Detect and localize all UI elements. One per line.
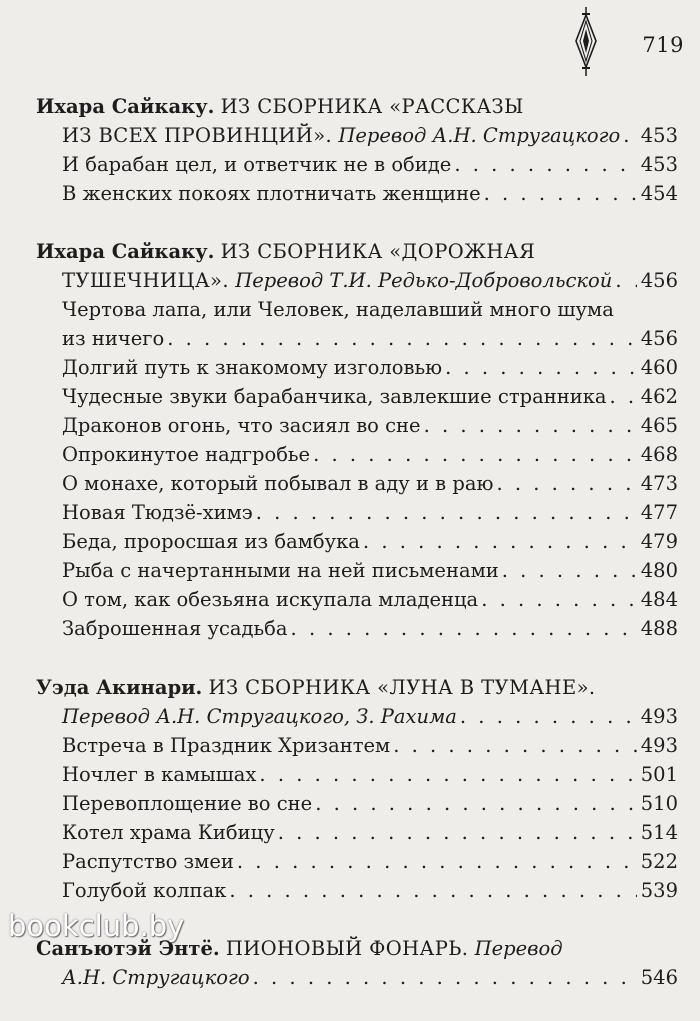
page-ref: 462 <box>640 385 678 408</box>
entry-title: Голубой колпак <box>62 879 227 902</box>
page-ref: 468 <box>640 443 678 466</box>
dot-leader <box>393 731 637 760</box>
dot-leader <box>460 702 637 731</box>
translator-prefix: Перевод <box>474 937 563 960</box>
dot-leader <box>610 382 637 411</box>
page-ref: 473 <box>640 472 678 495</box>
dot-leader <box>445 353 637 382</box>
dot-leader <box>615 266 637 295</box>
dot-leader <box>454 150 637 179</box>
entry-title: Перевоплощение во сне <box>62 792 313 815</box>
dot-leader <box>256 498 637 527</box>
entry-title: Котел храма Кибицу <box>62 821 275 844</box>
toc-entry[interactable] <box>36 353 678 382</box>
page-ref: 480 <box>640 559 678 582</box>
toc-entry[interactable] <box>36 556 678 585</box>
entry-title: Чудесные звуки барабанчика, завлекшие странника <box>62 385 607 408</box>
page-ref: 539 <box>640 879 678 902</box>
dot-leader <box>315 789 637 818</box>
entry-title: Новая Тюдзё-химэ <box>62 501 253 524</box>
dot-leader <box>502 556 637 585</box>
table-of-contents <box>36 92 678 1021</box>
page-header <box>574 0 684 80</box>
dot-leader <box>424 411 637 440</box>
section-heading <box>36 237 678 266</box>
toc-entry[interactable] <box>36 411 678 440</box>
entry-title: В женских покоях плотничать женщине <box>62 182 481 205</box>
toc-entry[interactable] <box>36 731 678 760</box>
dot-leader <box>623 121 637 150</box>
page-ref: 493 <box>640 705 678 728</box>
dot-leader <box>313 440 637 469</box>
section-title: ИЗ СБОРНИКА «РАССКАЗЫ <box>220 95 524 118</box>
entry-title: Беда, проросшая из бамбука <box>62 530 360 553</box>
page-ref: 510 <box>640 792 678 815</box>
dot-leader <box>229 876 637 905</box>
entry-title: Драконов огонь, что засиял во сне <box>62 414 421 437</box>
entry-title: О том, как обезьяна искупала младенца <box>62 588 479 611</box>
page-ref: 454 <box>640 182 678 205</box>
translator-entry[interactable] <box>36 702 678 731</box>
page-ref: 546 <box>640 966 678 989</box>
page-ref: 501 <box>640 763 678 786</box>
page-number: 719 <box>642 33 684 57</box>
toc-section-saikaku-provinces <box>36 92 678 208</box>
section-title: ПИОНОВЫЙ ФОНАРЬ. <box>225 937 469 960</box>
entry-title: О монахе, который побывал в аду и в раю <box>62 472 494 495</box>
page-ref: 465 <box>640 414 678 437</box>
toc-section-akinari-moon <box>36 673 678 905</box>
toc-entry[interactable] <box>36 440 678 469</box>
entry-title: Распутство змеи <box>62 850 234 873</box>
dot-leader <box>253 963 637 992</box>
toc-entry[interactable] <box>36 498 678 527</box>
toc-entry[interactable] <box>36 818 678 847</box>
translator-entry[interactable] <box>36 266 678 295</box>
page-ref: 522 <box>640 850 678 873</box>
page-ref: 456 <box>640 269 678 292</box>
page-ref: 484 <box>640 588 678 611</box>
toc-entry[interactable] <box>36 150 678 179</box>
section-author: Санъютэй Энтё. <box>36 937 220 960</box>
lantern-ornament-icon <box>574 6 598 78</box>
translator-credit: Перевод Т.И. Редько-Добровольской <box>235 269 613 292</box>
toc-entry[interactable] <box>36 585 678 614</box>
page-ref: 453 <box>640 124 678 147</box>
dot-leader <box>259 760 637 789</box>
toc-entry[interactable] <box>36 382 678 411</box>
entry-title: Встреча в Праздник Хризантем <box>62 734 391 757</box>
page-ref: 488 <box>640 617 678 640</box>
translator-credit: Перевод А.Н. Стругацкого, З. Рахима <box>62 705 457 728</box>
page-ref: 456 <box>640 327 678 350</box>
dot-leader <box>237 847 637 876</box>
dot-leader <box>278 818 637 847</box>
watermark: bookclub.by <box>8 909 185 943</box>
page-ref: 460 <box>640 356 678 379</box>
translator-credit: Перевод А.Н. Стругацкого <box>338 124 621 147</box>
entry-title-cont: из ничего <box>62 327 165 350</box>
entry-title: Опрокинутое надгробье <box>62 443 311 466</box>
translator-entry[interactable] <box>36 963 678 992</box>
dot-leader <box>484 179 637 208</box>
toc-entry[interactable] <box>36 847 678 876</box>
section-title-cont: ИЗ ВСЕХ ПРОВИНЦИЙ». <box>62 124 333 147</box>
toc-entry[interactable] <box>36 760 678 789</box>
toc-entry-first-line[interactable]: Чертова лапа, или Человек, наделавший много шума <box>62 298 614 321</box>
entry-title: Рыба с начертанными на ней письменами <box>62 559 499 582</box>
section-author: Ихара Сайкаку. <box>36 95 215 118</box>
page-ref: 479 <box>640 530 678 553</box>
toc-entry[interactable] <box>36 179 678 208</box>
translator-credit: А.Н. Стругацкого <box>62 966 250 989</box>
dot-leader <box>167 324 637 353</box>
section-heading <box>36 673 678 702</box>
translator-entry[interactable] <box>36 121 678 150</box>
page-ref: 453 <box>640 153 678 176</box>
entry-title: И барабан цел, и ответчик не в обиде <box>62 153 452 176</box>
entry-title: Долгий путь к знакомому изголовью <box>62 356 443 379</box>
toc-entry[interactable] <box>36 527 678 556</box>
toc-section-saikaku-inkstone <box>36 237 678 643</box>
entry-title: Заброшенная усадьба <box>62 617 288 640</box>
section-author: Ихара Сайкаку. <box>36 240 215 263</box>
toc-entry[interactable] <box>36 469 678 498</box>
dot-leader <box>291 614 637 643</box>
section-heading <box>36 92 678 121</box>
section-title-cont: ТУШЕЧНИЦА». <box>62 269 229 292</box>
section-author: Уэда Акинари. <box>36 676 203 699</box>
toc-entry[interactable] <box>36 789 678 818</box>
page-ref: 493 <box>640 734 678 757</box>
dot-leader <box>363 527 637 556</box>
toc-entry[interactable] <box>36 614 678 643</box>
entry-title: Ночлег в камышах <box>62 763 257 786</box>
dot-leader <box>481 585 637 614</box>
page-ref: 514 <box>640 821 678 844</box>
toc-entry[interactable] <box>36 876 678 905</box>
toc-entry[interactable] <box>36 324 678 353</box>
dot-leader <box>496 469 637 498</box>
section-title: ИЗ СБОРНИКА «ЛУНА В ТУМАНЕ». <box>208 676 596 699</box>
page-ref: 477 <box>640 501 678 524</box>
section-title: ИЗ СБОРНИКА «ДОРОЖНАЯ <box>220 240 536 263</box>
